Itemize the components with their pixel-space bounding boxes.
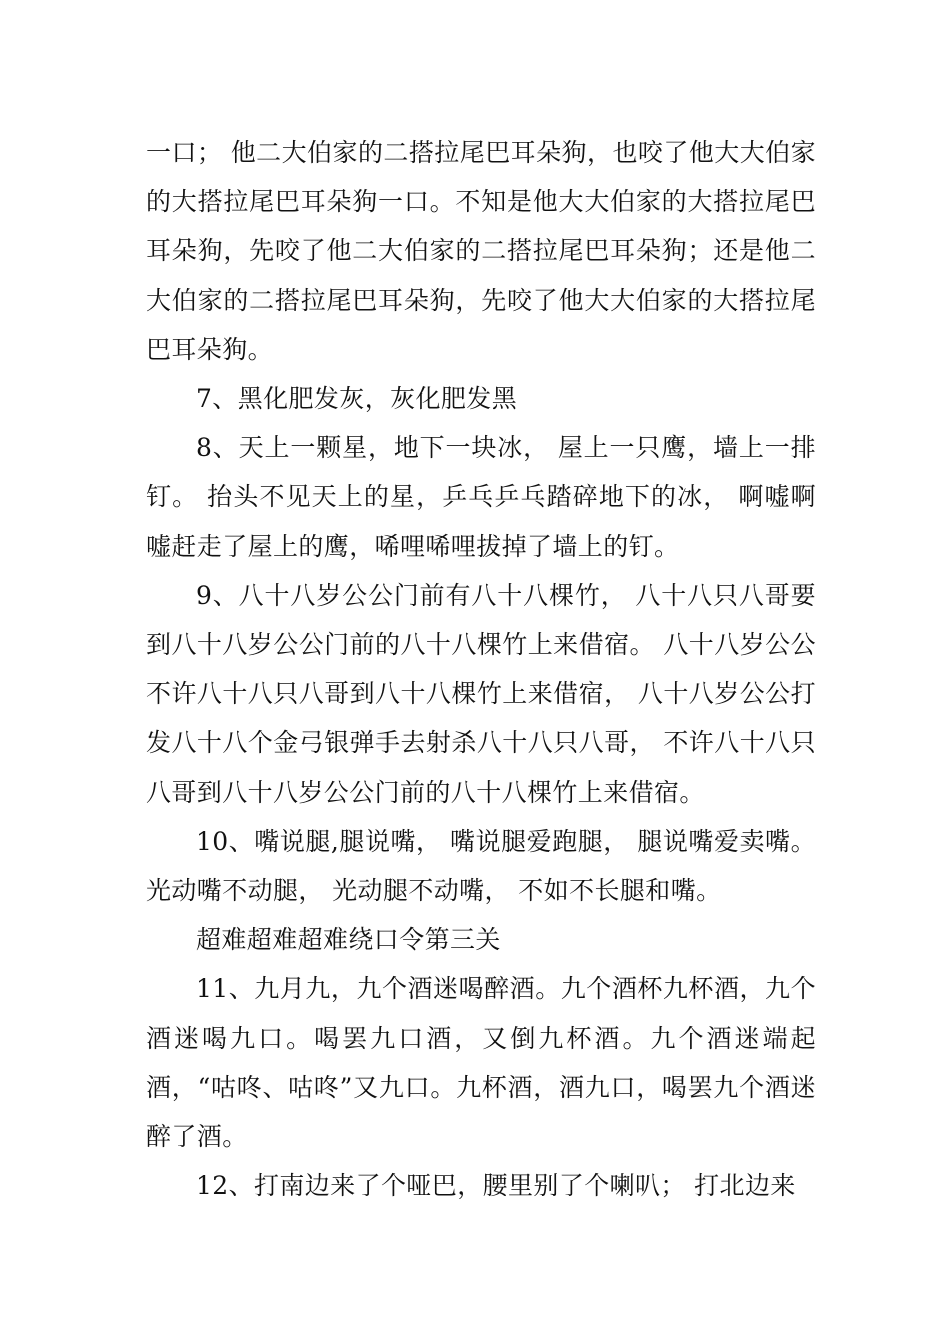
paragraph-item-9: 9、八十八岁公公门前有八十八棵竹， 八十八只八哥要到八十八岁公公门前的八十八棵竹上来借宿。 八十八岁公公不许八十八只八哥到八十八棵竹上来借宿， 八十八岁公公打发八十八个金弓银弹手去射杀八十八只八哥， 不许八十八只八哥到八十八岁公公门前的八十八棵竹上来借宿。	[146, 580, 816, 807]
paragraph-item-7: 7、黑化肥发灰，灰化肥发黑	[196, 384, 518, 414]
paragraph-item-12: 12、打南边来了个哑巴，腰里别了个喇叭； 打北边来	[196, 1171, 796, 1201]
paragraph-item-10: 10、嘴说腿,腿说嘴， 嘴说腿爱跑腿， 腿说嘴爱卖嘴。 光动嘴不动腿， 光动腿不动嘴， 不如不长腿和嘴。	[146, 826, 816, 906]
paragraph-continued: 一口； 他二大伯家的二搭拉尾巴耳朵狗，也咬了他大大伯家的大搭拉尾巴耳朵狗一口。不知是他大大伯家的大搭拉尾巴耳朵狗，先咬了他二大伯家的二搭拉尾巴耳朵狗；还是他二大伯家的二搭拉尾巴耳朵狗，先咬了他大大伯家的大搭拉尾巴耳朵狗。	[146, 138, 816, 364]
document-body	[146, 128, 816, 1210]
section-heading-level-3: 超难超难超难绕口令第三关	[196, 925, 501, 955]
paragraph-item-11: 11、九月九，九个酒迷喝醉酒。九个酒杯九杯酒，九个酒迷喝九口。喝罢九口酒，又倒九杯酒。九个酒迷端起酒，“咕咚、咕咚”又九口。九杯酒，酒九口，喝罢九个酒迷醉了酒。	[146, 974, 816, 1152]
paragraph-item-8: 8、天上一颗星，地下一块冰， 屋上一只鹰，墙上一排钉。 抬头不见天上的星，乒乓乒乓踏碎地下的冰， 啊嘘啊嘘赶走了屋上的鹰，唏哩唏哩拔掉了墙上的钉。	[146, 433, 816, 561]
